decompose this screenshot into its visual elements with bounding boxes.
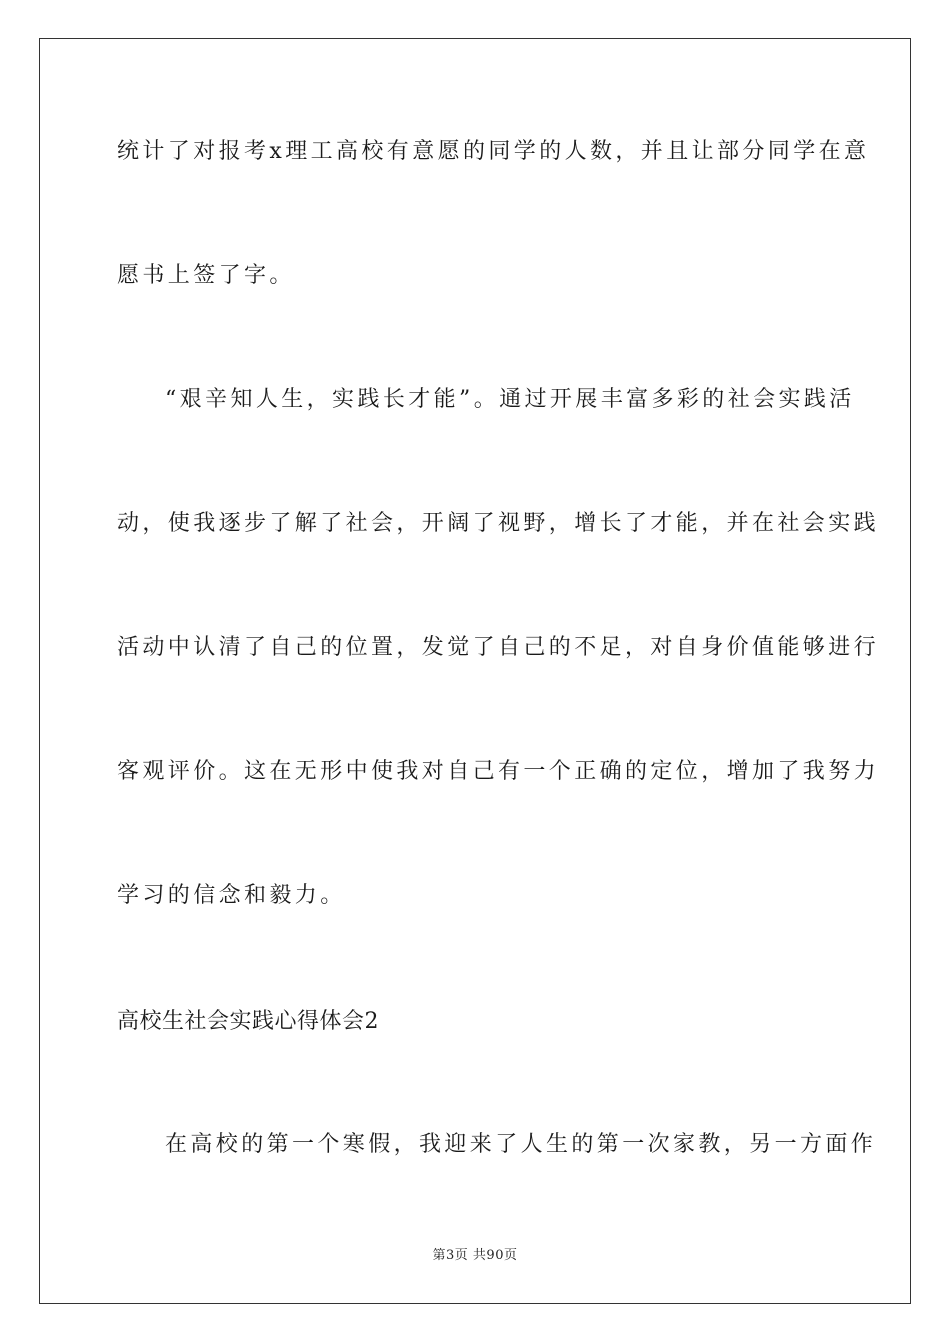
section-heading: 高校生社会实践心得体会2	[117, 1009, 379, 1034]
body-text-line: 活动中认清了自己的位置，发觉了自己的不足，对自身价值能够进行	[117, 635, 880, 660]
page-number: 第3页 共90页	[432, 1248, 518, 1263]
page-border	[39, 38, 911, 1304]
body-text-line: 动，使我逐步了解了社会，开阔了视野，增长了才能，并在社会实践	[117, 511, 880, 536]
body-text-line: “艰辛知人生，实践长才能”。通过开展丰富多彩的社会实践活	[165, 387, 855, 412]
body-text-line: 统计了对报考x理工高校有意愿的同学的人数，并且让部分同学在意	[117, 139, 870, 164]
body-text-line: 愿书上签了字。	[117, 263, 295, 288]
body-text-line: 学习的信念和毅力。	[117, 883, 346, 908]
body-text-line: 客观评价。这在无形中使我对自己有一个正确的定位，增加了我努力	[117, 759, 880, 784]
body-text-line: 在高校的第一个寒假，我迎来了人生的第一次家教，另一方面作	[165, 1132, 877, 1157]
